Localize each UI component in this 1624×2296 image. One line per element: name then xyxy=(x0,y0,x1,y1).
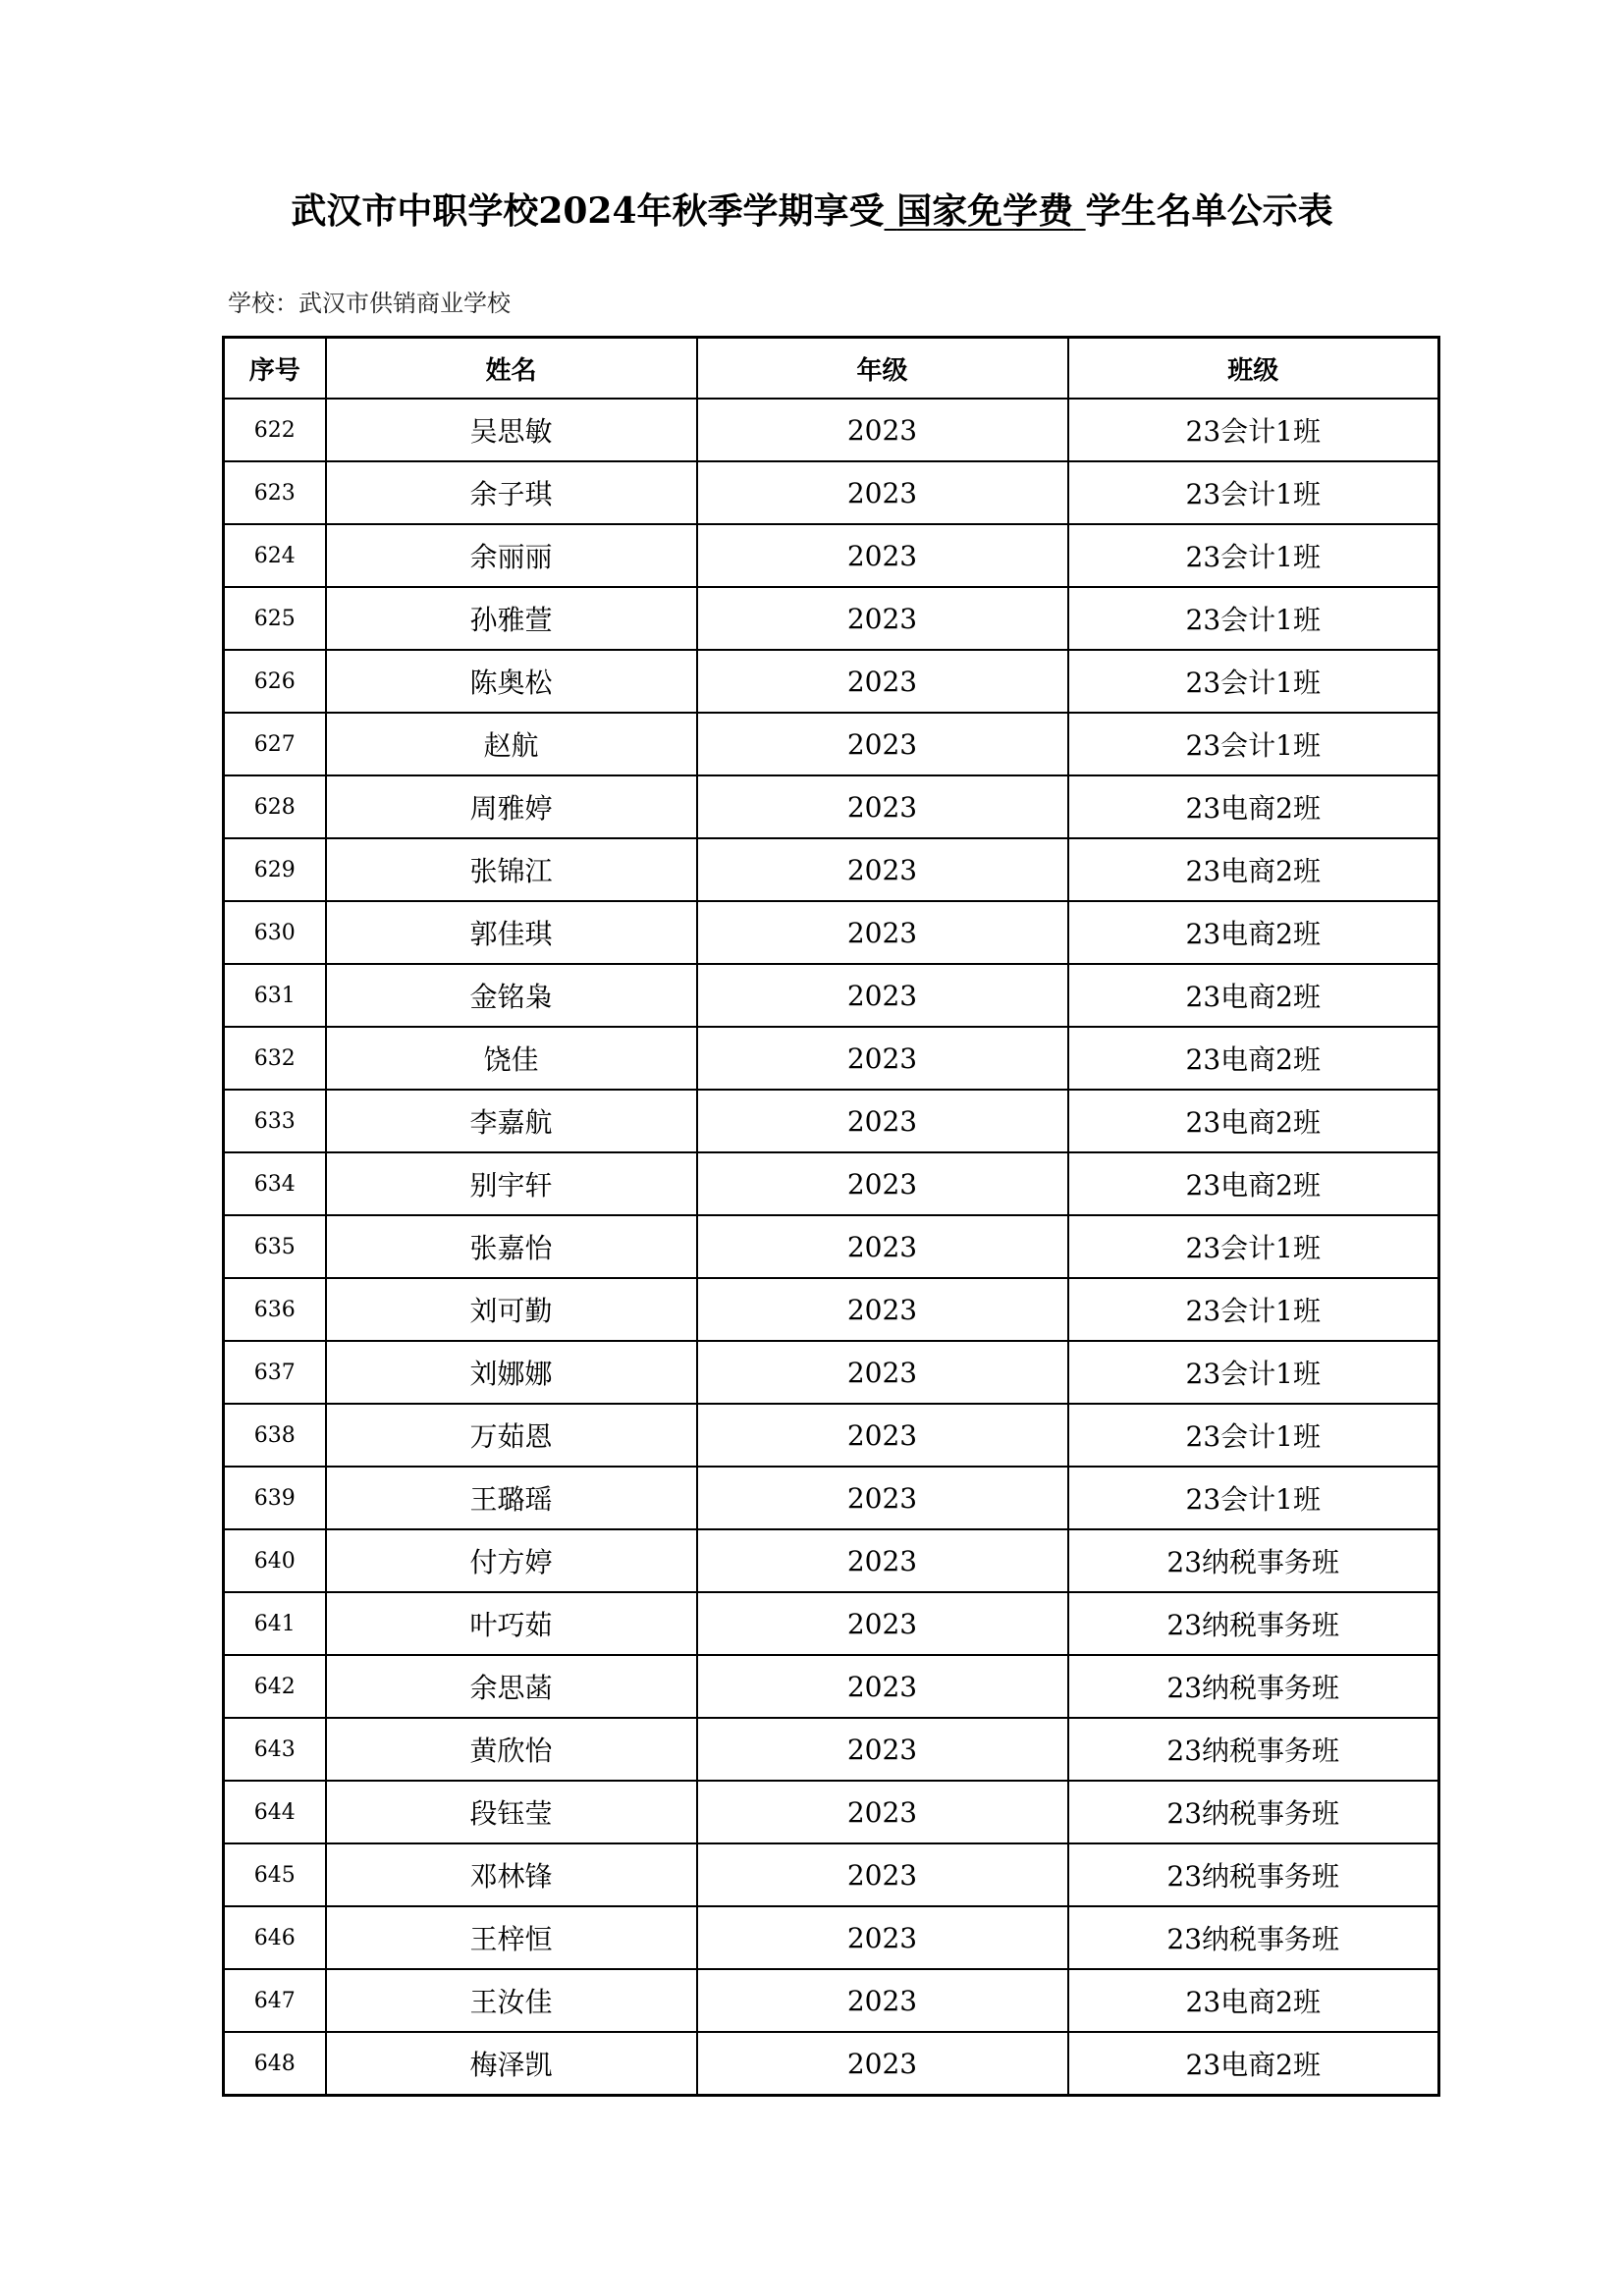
cell-class: 23会计1班 xyxy=(1068,1467,1439,1529)
table-row xyxy=(224,1906,1439,1969)
table-row xyxy=(224,1027,1439,1090)
cell-class: 23纳税事务班 xyxy=(1068,1718,1439,1781)
cell-grade: 2023 xyxy=(697,1843,1068,1906)
table-row xyxy=(224,524,1439,587)
cell-grade: 2023 xyxy=(697,775,1068,838)
table-row xyxy=(224,1278,1439,1341)
cell-name: 万茹恩 xyxy=(326,1404,697,1467)
cell-name: 邓林锋 xyxy=(326,1843,697,1906)
cell-name: 饶佳 xyxy=(326,1027,697,1090)
cell-grade: 2023 xyxy=(697,1278,1068,1341)
cell-grade: 2023 xyxy=(697,2032,1068,2096)
header-grade: 年级 xyxy=(697,338,1068,400)
cell-name: 余丽丽 xyxy=(326,524,697,587)
cell-name: 段钰莹 xyxy=(326,1781,697,1843)
cell-name: 王璐瑶 xyxy=(326,1467,697,1529)
cell-grade: 2023 xyxy=(697,964,1068,1027)
cell-grade: 2023 xyxy=(697,587,1068,650)
table-row xyxy=(224,1215,1439,1278)
cell-grade: 2023 xyxy=(697,838,1068,901)
cell-name: 赵航 xyxy=(326,713,697,775)
cell-class: 23会计1班 xyxy=(1068,1215,1439,1278)
cell-seq: 632 xyxy=(224,1027,326,1090)
table-row xyxy=(224,1655,1439,1718)
cell-class: 23电商2班 xyxy=(1068,964,1439,1027)
cell-class: 23电商2班 xyxy=(1068,775,1439,838)
title-suffix: 学生名单公示表 xyxy=(1085,190,1333,232)
cell-class: 23电商2班 xyxy=(1068,2032,1439,2096)
cell-seq: 630 xyxy=(224,901,326,964)
cell-grade: 2023 xyxy=(697,524,1068,587)
cell-seq: 644 xyxy=(224,1781,326,1843)
cell-name: 刘可勤 xyxy=(326,1278,697,1341)
cell-grade: 2023 xyxy=(697,1341,1068,1404)
table-row xyxy=(224,1341,1439,1404)
table-row xyxy=(224,1404,1439,1467)
table-row xyxy=(224,1467,1439,1529)
table-row xyxy=(224,2032,1439,2096)
cell-class: 23纳税事务班 xyxy=(1068,1529,1439,1592)
cell-name: 别宇轩 xyxy=(326,1152,697,1215)
cell-class: 23会计1班 xyxy=(1068,1404,1439,1467)
cell-class: 23电商2班 xyxy=(1068,1969,1439,2032)
header-name: 姓名 xyxy=(326,338,697,400)
cell-name: 付方婷 xyxy=(326,1529,697,1592)
cell-seq: 640 xyxy=(224,1529,326,1592)
cell-class: 23会计1班 xyxy=(1068,1341,1439,1404)
cell-seq: 645 xyxy=(224,1843,326,1906)
cell-class: 23会计1班 xyxy=(1068,587,1439,650)
cell-seq: 627 xyxy=(224,713,326,775)
cell-class: 23会计1班 xyxy=(1068,1278,1439,1341)
cell-seq: 637 xyxy=(224,1341,326,1404)
cell-name: 张嘉怡 xyxy=(326,1215,697,1278)
cell-grade: 2023 xyxy=(697,1655,1068,1718)
cell-grade: 2023 xyxy=(697,1215,1068,1278)
title-prefix: 武汉市中职学校2024年秋季学期享受 xyxy=(291,190,885,232)
header-class: 班级 xyxy=(1068,338,1439,400)
cell-seq: 626 xyxy=(224,650,326,713)
cell-class: 23会计1班 xyxy=(1068,650,1439,713)
cell-grade: 2023 xyxy=(697,1718,1068,1781)
cell-grade: 2023 xyxy=(697,1781,1068,1843)
cell-class: 23电商2班 xyxy=(1068,838,1439,901)
cell-seq: 643 xyxy=(224,1718,326,1781)
table-row xyxy=(224,713,1439,775)
cell-name: 李嘉航 xyxy=(326,1090,697,1152)
table-body xyxy=(224,399,1439,2096)
cell-name: 陈奥松 xyxy=(326,650,697,713)
cell-seq: 624 xyxy=(224,524,326,587)
table-row xyxy=(224,1781,1439,1843)
cell-seq: 629 xyxy=(224,838,326,901)
table-row xyxy=(224,1969,1439,2032)
cell-seq: 628 xyxy=(224,775,326,838)
table-row xyxy=(224,1843,1439,1906)
table-row xyxy=(224,1090,1439,1152)
student-list-table xyxy=(222,336,1440,2097)
cell-seq: 635 xyxy=(224,1215,326,1278)
cell-seq: 641 xyxy=(224,1592,326,1655)
table-row xyxy=(224,461,1439,524)
table-header-row xyxy=(224,338,1439,400)
cell-class: 23会计1班 xyxy=(1068,713,1439,775)
cell-class: 23会计1班 xyxy=(1068,524,1439,587)
cell-grade: 2023 xyxy=(697,1027,1068,1090)
page-title xyxy=(0,187,1624,236)
cell-class: 23纳税事务班 xyxy=(1068,1906,1439,1969)
table-row xyxy=(224,1529,1439,1592)
cell-grade: 2023 xyxy=(697,650,1068,713)
cell-class: 23纳税事务班 xyxy=(1068,1781,1439,1843)
cell-class: 23纳税事务班 xyxy=(1068,1843,1439,1906)
cell-grade: 2023 xyxy=(697,1906,1068,1969)
table-row xyxy=(224,587,1439,650)
cell-name: 金铭枭 xyxy=(326,964,697,1027)
cell-grade: 2023 xyxy=(697,399,1068,461)
cell-grade: 2023 xyxy=(697,1592,1068,1655)
cell-name: 王汝佳 xyxy=(326,1969,697,2032)
cell-class: 23纳税事务班 xyxy=(1068,1655,1439,1718)
cell-seq: 623 xyxy=(224,461,326,524)
cell-class: 23纳税事务班 xyxy=(1068,1592,1439,1655)
table-row xyxy=(224,775,1439,838)
cell-grade: 2023 xyxy=(697,713,1068,775)
cell-seq: 638 xyxy=(224,1404,326,1467)
cell-class: 23电商2班 xyxy=(1068,1090,1439,1152)
cell-class: 23电商2班 xyxy=(1068,1152,1439,1215)
cell-name: 孙雅萱 xyxy=(326,587,697,650)
cell-seq: 622 xyxy=(224,399,326,461)
cell-grade: 2023 xyxy=(697,1090,1068,1152)
cell-name: 周雅婷 xyxy=(326,775,697,838)
cell-name: 梅泽凯 xyxy=(326,2032,697,2096)
cell-grade: 2023 xyxy=(697,901,1068,964)
cell-grade: 2023 xyxy=(697,1969,1068,2032)
table-row xyxy=(224,838,1439,901)
cell-class: 23电商2班 xyxy=(1068,1027,1439,1090)
school-name-line: 学校：武汉市供销商业学校 xyxy=(228,290,511,317)
cell-name: 王梓恒 xyxy=(326,1906,697,1969)
cell-name: 张锦江 xyxy=(326,838,697,901)
table-row xyxy=(224,1718,1439,1781)
table-row xyxy=(224,650,1439,713)
cell-seq: 631 xyxy=(224,964,326,1027)
cell-name: 余思菡 xyxy=(326,1655,697,1718)
cell-seq: 642 xyxy=(224,1655,326,1718)
title-highlight: 国家免学费 xyxy=(896,190,1074,232)
cell-grade: 2023 xyxy=(697,1404,1068,1467)
cell-seq: 625 xyxy=(224,587,326,650)
cell-name: 吴思敏 xyxy=(326,399,697,461)
table-row xyxy=(224,399,1439,461)
cell-grade: 2023 xyxy=(697,1152,1068,1215)
cell-class: 23会计1班 xyxy=(1068,461,1439,524)
cell-grade: 2023 xyxy=(697,1529,1068,1592)
table-row xyxy=(224,901,1439,964)
cell-seq: 648 xyxy=(224,2032,326,2096)
cell-seq: 634 xyxy=(224,1152,326,1215)
table-row xyxy=(224,964,1439,1027)
cell-name: 叶巧茹 xyxy=(326,1592,697,1655)
cell-grade: 2023 xyxy=(697,1467,1068,1529)
cell-name: 黄欣怡 xyxy=(326,1718,697,1781)
cell-class: 23电商2班 xyxy=(1068,901,1439,964)
cell-seq: 633 xyxy=(224,1090,326,1152)
cell-name: 郭佳琪 xyxy=(326,901,697,964)
table-row xyxy=(224,1592,1439,1655)
cell-name: 刘娜娜 xyxy=(326,1341,697,1404)
cell-class: 23会计1班 xyxy=(1068,399,1439,461)
cell-seq: 646 xyxy=(224,1906,326,1969)
cell-seq: 639 xyxy=(224,1467,326,1529)
cell-name: 余子琪 xyxy=(326,461,697,524)
header-seq: 序号 xyxy=(224,338,326,400)
table-row xyxy=(224,1152,1439,1215)
cell-grade: 2023 xyxy=(697,461,1068,524)
cell-seq: 647 xyxy=(224,1969,326,2032)
cell-seq: 636 xyxy=(224,1278,326,1341)
